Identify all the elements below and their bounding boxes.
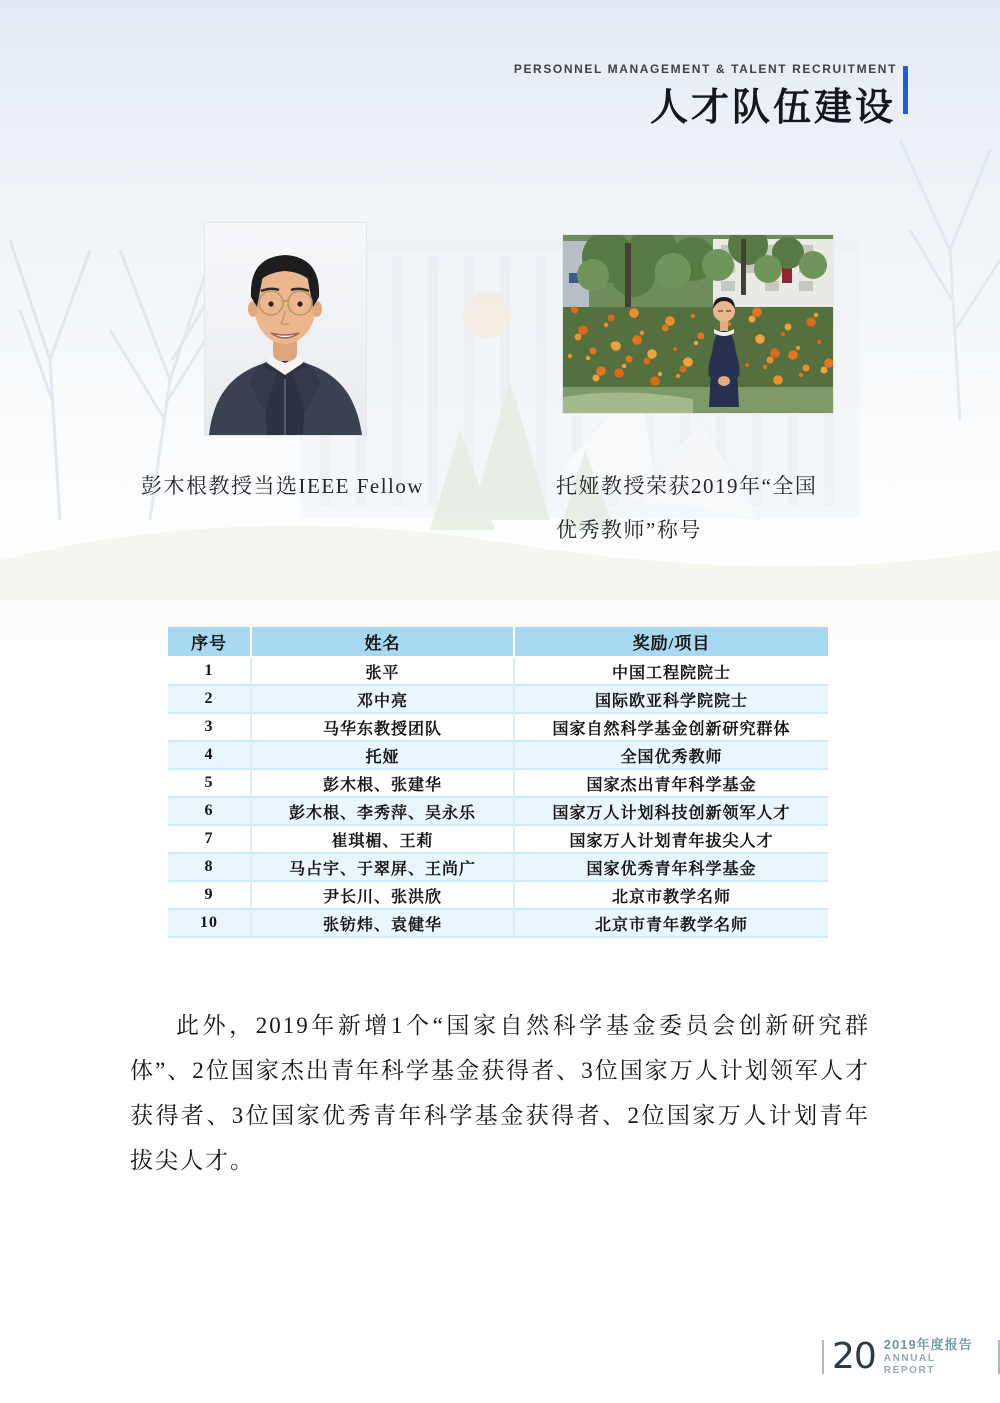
cell-name: 托娅 xyxy=(250,742,513,770)
photo1-caption: 彭木根教授当选IEEE Fellow xyxy=(141,474,425,498)
cell-award: 北京市青年教学名师 xyxy=(513,910,828,938)
cell-index: 4 xyxy=(168,742,250,770)
table-row xyxy=(168,910,828,938)
table-row xyxy=(168,770,828,798)
footer-report-title-zh: 2019年度报告 xyxy=(883,1337,973,1352)
cell-name: 彭木根、张建华 xyxy=(250,770,513,798)
table-row xyxy=(168,686,828,714)
cell-name: 张平 xyxy=(250,658,513,686)
table-row xyxy=(168,854,828,882)
table-row xyxy=(168,798,828,826)
cell-name: 张钫炜、袁健华 xyxy=(250,910,513,938)
cell-award: 国家优秀青年科学基金 xyxy=(513,854,828,882)
cell-index: 8 xyxy=(168,854,250,882)
footer-left-bar xyxy=(822,1340,824,1374)
cell-award: 北京市教学名师 xyxy=(513,882,828,910)
page-number: 20 xyxy=(831,1336,876,1377)
cell-award: 全国优秀教师 xyxy=(513,742,828,770)
cell-index: 2 xyxy=(168,686,250,714)
table-row xyxy=(168,826,828,854)
cell-index: 10 xyxy=(168,910,250,938)
cell-award: 国际欧亚科学院院士 xyxy=(513,686,828,714)
photo2-caption-line1: 托娅教授荣获2019年“全国 xyxy=(556,474,818,498)
table-row xyxy=(168,882,828,910)
col-header-index: 序号 xyxy=(168,627,250,658)
table-row xyxy=(168,742,828,770)
photo2-caption-line2: 优秀教师”称号 xyxy=(556,518,702,542)
table-row xyxy=(168,714,828,742)
cell-name: 尹长川、张洪欣 xyxy=(250,882,513,910)
page-title: 人才队伍建设 xyxy=(649,87,896,129)
page-footer xyxy=(822,1336,1000,1378)
header-subtitle-en: PERSONNEL MANAGEMENT & TALENT RECRUITMENT xyxy=(513,62,897,76)
cell-award: 国家杰出青年科学基金 xyxy=(513,770,828,798)
cell-index: 5 xyxy=(168,770,250,798)
col-header-award: 奖励/项目 xyxy=(513,627,828,658)
awards-table-header xyxy=(168,627,828,658)
awards-table-body xyxy=(168,658,828,938)
cell-index: 6 xyxy=(168,798,250,826)
cell-index: 3 xyxy=(168,714,250,742)
photo-tuo-ya-flowers xyxy=(563,235,833,413)
photo-peng-mugen-portrait xyxy=(205,223,366,435)
cell-name: 马华东教授团队 xyxy=(250,714,513,742)
awards-table xyxy=(168,627,828,938)
summary-paragraph: 此外，2019年新增1个“国家自然科学基金委员会创新研究群体”、2位国家杰出青年科学基金获得者、3位国家万人计划领军人才获得者、3位国家优秀青年科学基金获得者、2位国家万人计划青年拔尖人才。 xyxy=(130,1013,870,1173)
cell-award: 国家自然科学基金创新研究群体 xyxy=(513,714,828,742)
cell-name: 邓中亮 xyxy=(250,686,513,714)
cell-award: 国家万人计划青年拔尖人才 xyxy=(513,826,828,854)
cell-name: 崔琪楣、王莉 xyxy=(250,826,513,854)
cell-index: 7 xyxy=(168,826,250,854)
cell-index: 9 xyxy=(168,882,250,910)
col-header-name: 姓名 xyxy=(250,627,513,658)
title-accent-bar xyxy=(903,66,908,114)
cell-name: 马占宇、于翠屏、王尚广 xyxy=(250,854,513,882)
table-header-row xyxy=(168,627,828,658)
portrait-photo-graphic xyxy=(205,223,366,435)
table-row xyxy=(168,658,828,686)
footer-report-title-en: ANNUAL REPORT xyxy=(883,1353,936,1376)
cell-award: 国家万人计划科技创新领军人才 xyxy=(513,798,828,826)
photo2-caption xyxy=(556,464,886,552)
cell-award: 中国工程院院士 xyxy=(513,658,828,686)
flower-field-photo-graphic xyxy=(563,235,833,413)
cell-index: 1 xyxy=(168,658,250,686)
cell-name: 彭木根、李秀萍、吴永乐 xyxy=(250,798,513,826)
footer-labels xyxy=(884,1337,988,1377)
